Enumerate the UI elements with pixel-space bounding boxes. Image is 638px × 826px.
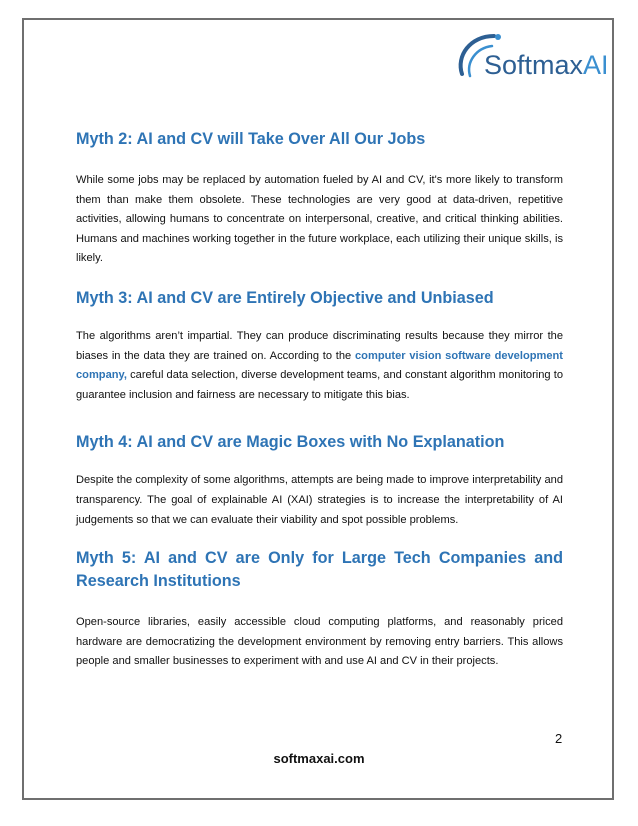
myth-3-heading: Myth 3: AI and CV are Entirely Objective and Unbiased bbox=[76, 288, 494, 307]
myth-3-text-after: careful data selection, diverse development teams, and constant algorithm monitoring to guarantee inclusion and fairness are necessary to mitigate this bias. bbox=[76, 369, 563, 401]
document-body bbox=[76, 124, 563, 672]
softmaxai-logo bbox=[454, 30, 609, 86]
myth-2-paragraph: While some jobs may be replaced by automation fueled by AI and CV, it's more likely to transform them than make them obsolete. These technologies are very good at data-driven, repetitive activities, allowing humans to concentrate on interpersonal, creative, and critical thinking abilities. Humans and machines working together in the future workplace, each utilizing their unique skills, is likely. bbox=[76, 174, 563, 265]
myth-2-heading: Myth 2: AI and CV will Take Over All Our Jobs bbox=[76, 130, 426, 148]
myth-4-heading: Myth 4: AI and CV are Magic Boxes with No Explanation bbox=[76, 433, 505, 452]
computer-vision-company-link[interactable]: computer vision software development company, bbox=[76, 349, 563, 382]
myth-4-paragraph: Despite the complexity of some algorithms, attempts are being made to improve interpretability and transparency. The goal of explainable AI (XAI) strategies is to increase the interpretability of AI judgements so that we can evaluate their viability and spot possible problems. bbox=[76, 474, 563, 526]
myth-5-heading: Myth 5: AI and CV are Only for Large Tech Companies and Research Institutions bbox=[76, 549, 563, 591]
footer-url: softmaxai.com bbox=[273, 751, 365, 766]
myth-3-paragraph bbox=[76, 327, 563, 405]
myth-3-text-before: The algorithms aren’t impartial. They can produce discriminating results because they mirror the biases in the data they are trained on. According to the bbox=[76, 329, 563, 362]
myth-5-paragraph: Open-source libraries, easily accessible cloud computing platforms, and reasonably priced hardware are democratizing the development environment by removing entry barriers. This allows people and smaller businesses to experiment with and use AI and CV in their projects. bbox=[76, 616, 563, 668]
logo-text-main: Softmax bbox=[484, 50, 584, 80]
logo-text-ai: AI bbox=[583, 50, 609, 80]
page-number: 2 bbox=[555, 731, 563, 746]
logo-wordmark bbox=[484, 50, 609, 81]
